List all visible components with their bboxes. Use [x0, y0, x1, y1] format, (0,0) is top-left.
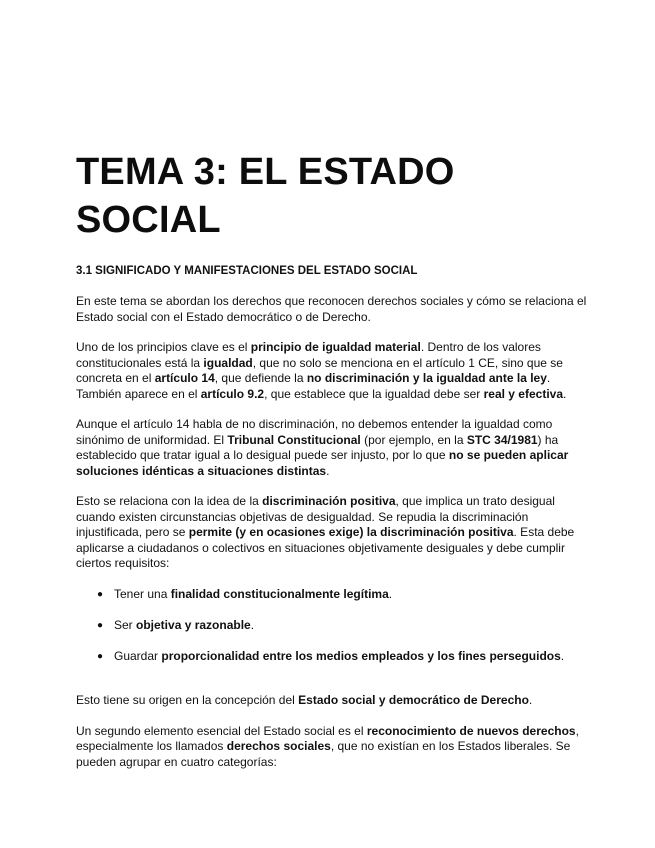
bullet-icon: ● — [97, 650, 104, 662]
bold-run: principio de igualdad material — [250, 340, 421, 354]
text-run: . — [388, 586, 393, 601]
bold-run: proporcionalidad entre los medios empleados y los fines perseguidos — [161, 648, 561, 663]
text-run: , que establece que la igualdad debe ser — [264, 386, 484, 401]
text-run: Uno de los principios clave es el — [76, 340, 251, 354]
text-run: Tener una — [114, 586, 171, 601]
text-run: Esto se relaciona con la idea de la — [76, 494, 263, 508]
bold-run: finalidad constitucionalmente legítima — [170, 586, 389, 601]
bold-run: igualdad — [203, 355, 253, 370]
bold-run: reconocimiento de nuevos derechos — [366, 723, 576, 738]
bold-run: derechos sociales — [226, 739, 331, 753]
text-run: . — [250, 617, 255, 632]
text-run: ) ha establecido que tratar igual a lo desigual puede ser injusto, por lo que — [76, 432, 559, 462]
bold-run: no se pueden aplicar soluciones idénticas a situaciones distintas — [76, 448, 569, 478]
text-run: . También aparece en el — [76, 371, 551, 401]
social-rights-paragraph — [76, 724, 595, 771]
section-heading: 3.1 SIGNIFICADO Y MANIFESTACIONES DEL ESTADO SOCIAL — [76, 265, 418, 277]
text-run: Esto tiene su origen en la concepción del — [76, 693, 299, 707]
bold-run: no discriminación y la igualdad ante la ley — [306, 371, 547, 385]
bold-run: artículo 14 — [154, 371, 215, 385]
bold-run: discriminación positiva — [262, 494, 396, 508]
uniformity-paragraph — [76, 417, 595, 479]
equality-paragraph — [76, 340, 595, 402]
requirements-list — [76, 587, 595, 665]
text-run: . Esta debe aplicarse a ciudadanos o colectivos en situaciones objetivamente desiguales y debe cumplir ciertos requisitos: — [76, 525, 575, 570]
positive-discrimination-paragraph — [76, 494, 595, 572]
list-item — [76, 649, 595, 665]
bold-run: artículo 9.2 — [200, 386, 265, 401]
list-item — [76, 618, 595, 634]
origin-paragraph — [76, 693, 595, 709]
text-run: . — [528, 693, 533, 707]
text-run: , que implica un trato desigual cuando existen circunstancias objetivas de desigualdad. Se repudia la discriminación injustificada, pero se — [76, 494, 555, 539]
text-run: . — [563, 386, 567, 401]
text-run: Aunque el artículo 14 habla de no discriminación, no debemos entender la igualdad como sinónimo de uniformidad. El — [76, 417, 553, 447]
text-run: . — [326, 463, 330, 478]
bold-run: Estado social y democrático de Derecho — [298, 693, 529, 707]
text-run: , que defiende la — [214, 371, 307, 385]
bold-run: objetiva y razonable — [136, 617, 251, 632]
text-run: Ser — [114, 617, 137, 632]
text-run: , especialmente los llamados — [76, 723, 579, 753]
intro-paragraph: En este tema se abordan los derechos que reconocen derechos sociales y cómo se relaciona el Estado social con el Estado democrático o de Derecho. — [76, 294, 587, 324]
bold-run: real y efectiva — [483, 386, 563, 401]
text-run: Un segundo elemento esencial del Estado social es el — [76, 723, 367, 738]
text-run: , que no solo se menciona en el artículo 1 CE, sino que se concreta en el — [76, 355, 563, 385]
text-run: . — [560, 648, 565, 663]
bullet-icon: ● — [97, 588, 104, 600]
page-title: TEMA 3: EL ESTADO SOCIAL — [76, 151, 455, 241]
bullet-icon: ● — [97, 619, 104, 631]
text-run: . Dentro de los valores constitucionales está la — [76, 340, 541, 370]
list-item — [76, 587, 595, 603]
text-run: , que no existían en los Estados liberales. Se pueden agrupar en cuatro categorías: — [76, 739, 571, 769]
text-run: (por ejemplo, en la — [360, 432, 467, 447]
bold-run: STC 34/1981 — [466, 432, 538, 447]
bold-run: permite (y en ocasiones exige) la discriminación positiva — [188, 525, 514, 539]
bold-run: Tribunal Constitucional — [227, 432, 361, 447]
text-run: Guardar — [114, 648, 162, 663]
